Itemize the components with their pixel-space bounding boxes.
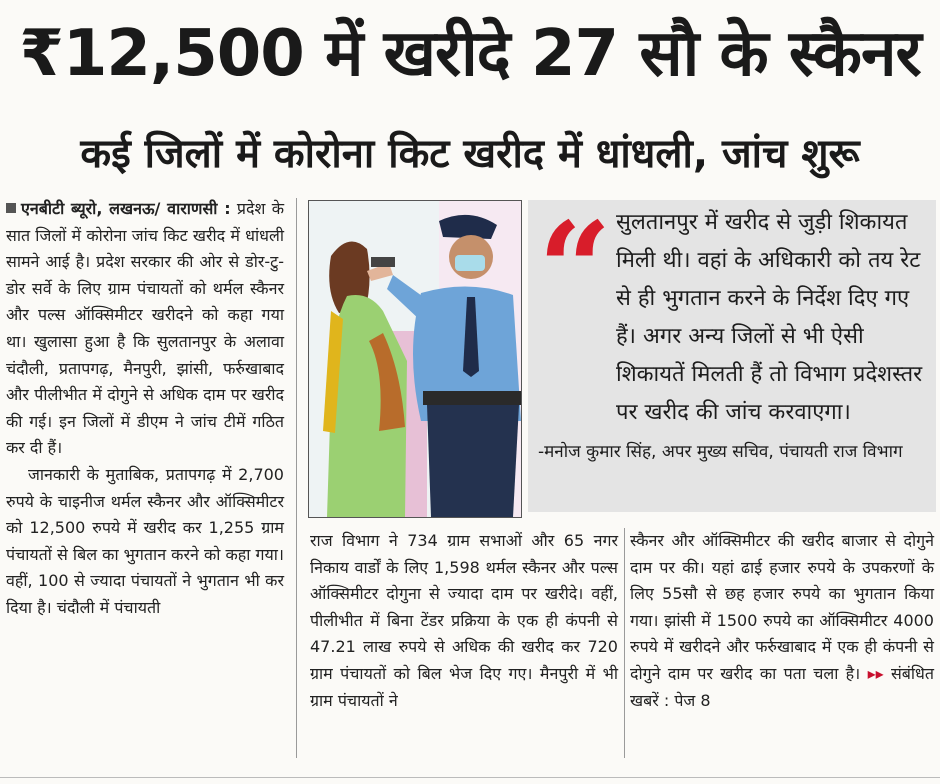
related-news-link[interactable]: संबंधित खबरें : पेज 8	[630, 663, 934, 710]
article-column-1	[6, 196, 284, 622]
article-paragraph-4	[630, 528, 934, 714]
column-divider	[624, 528, 625, 758]
headline: ₹12,500 में खरीदे 27 सौ के स्कैनर	[19, 17, 921, 91]
paragraph-text: स्कैनर और ऑक्सिमीटर की खरीद बाजार से दोगुने दाम पर की। यहां ढाई हजार रुपये के उपकरणों के लिए 55सौ से छह हजार रुपये का भुगतान किया गया। झांसी में 1500 रुपये का ऑक्सिमीटर 4000 रुपये में खरीदने और फर्रुखाबाद में एक ही कंपनी से दोगुने दाम पर खरीद का पता चला है।	[630, 531, 934, 683]
quote-text: सुलतानपुर में खरीद से जुड़ी शिकायत मिली थी। वहां के अधिकारी को तय रेट से ही भुगतान करने के निर्देश दिए गए हैं। अगर अन्य जिलों से भी ऐसी शिकायतें मिलती हैं तो विभाग प्रदेशस्तर पर खरीद की जांच करवाएगा।	[616, 210, 923, 425]
bullet-square-icon	[6, 203, 16, 213]
photo-illustration	[309, 201, 521, 517]
article-column-3	[630, 528, 934, 714]
page-bottom-rule	[0, 777, 940, 778]
article-paragraph-3: राज विभाग ने 734 ग्राम सभाओं और 65 नगर निकाय वार्डों के लिए 1,598 थर्मल स्कैनर और पल्स ऑक्सिमीटर दोगुना से ज्यादा दाम पर खरीदे। वहीं, पीलीभीत में बिना टेंडर प्रक्रिया के एक ही कंपनी से 47.21 लाख रुपये से अधिक की खरीद कर 720 ग्राम पंचायतों को बिल भेज दिए गए। मैनपुरी में भी ग्राम पंचायतों ने	[310, 531, 618, 710]
article-paragraph-1	[6, 196, 284, 462]
column-divider	[296, 198, 297, 758]
paragraph-text: प्रदेश के सात जिलों में कोरोना जांच किट खरीद में धांधली सामने आई है। प्रदेश सरकार की ओर से डोर-टु-डोर सर्वे के लिए ग्राम पंचायतों को थर्मल स्कैनर और पल्स ऑक्सिमीटर खरीदने को कहा गया था। खुलासा हुआ है कि सुलतानपुर के अलावा चंदौली, प्रतापगढ़, मैनपुरी, झांसी, फर्रुखाबाद और पीलीभीत में दोगुने से अधिक दाम पर खरीद की गई। इन जिलों में डीएम ने जांच टीमें गठित कर दी हैं।	[6, 199, 284, 458]
subheadline: कई जिलों में कोरोना किट खरीद में धांधली, जांच शुरू	[80, 131, 860, 177]
news-photo	[308, 200, 522, 518]
article-paragraph-2: जानकारी के मुताबिक, प्रतापगढ़ में 2,700 रुपये के चाइनीज थर्मल स्कैनर और ऑक्सिमीटर को 12,500 रुपये में खरीद कर 1,255 ग्राम पंचायतों से बिल का भुगतान करने को कहा गया। वहीं, 100 से ज्यादा पंचायतों ने भुगतान भी कर दिया है। चंदौली में पंचायती	[6, 464, 284, 617]
pull-quote	[538, 195, 930, 471]
quote-attribution: -मनोज कुमार सिंह, अपर मुख्य सचिव, पंचायती राज विभाग	[538, 442, 903, 462]
double-arrow-icon: ▸▸	[867, 663, 884, 683]
quote-mark-icon: “	[538, 195, 612, 345]
dateline: एनबीटी ब्यूरो, लखनऊ/ वाराणसी :	[21, 199, 231, 218]
article-column-2	[310, 528, 618, 714]
